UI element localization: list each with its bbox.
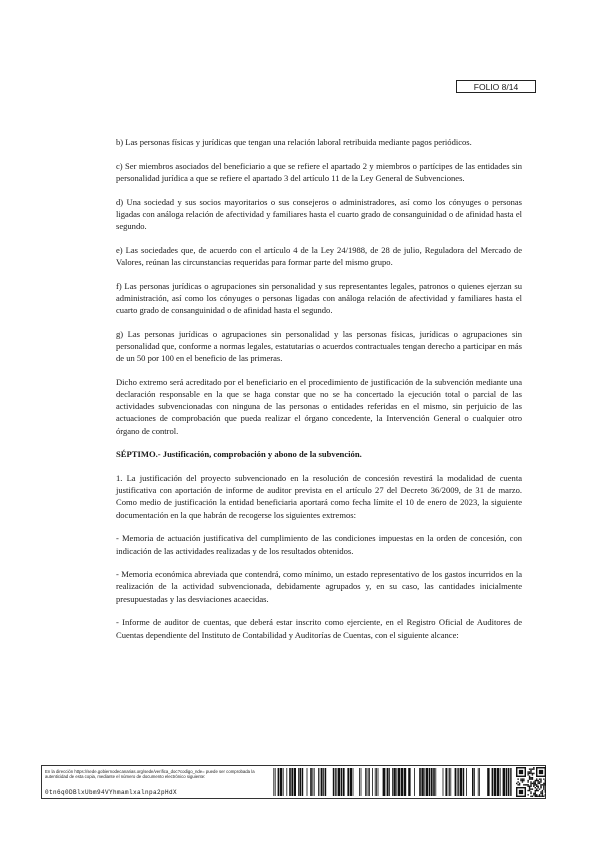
folio-box: FOLIO 8/14 [456, 80, 536, 93]
paragraph-f: f) Las personas jurídicas o agrupaciones sin personalidad y sus representantes legales, patronos o quienes ejerzan su administración, así como los cónyuges o personas ligadas con análoga relación de afectividad y familiares hasta el cuarto grado de consanguinidad o de afinidad hasta el segundo. [116, 280, 522, 316]
section-heading-septimo: SÉPTIMO.- Justificación, comprobación y abono de la subvención. [116, 449, 362, 460]
paragraph-justification: 1. La justificación del proyecto subvencionado en la resolución de concesión revestirá la modalidad de cuenta justificativa con aportación de informe de auditor prevista en el artículo 27 del Decreto 36/2009, de 31 de marzo. Como medio de justificación la entidad beneficiaria aportará como fecha límite el 10 de enero de 2023, la siguiente documentación en la que habrán de recogerse los siguientes extremos: [116, 473, 522, 520]
paragraph-memoria-actuacion: - Memoria de actuación justificativa del cumplimiento de las condiciones impuestas en la orden de concesión, con indicación de las actividades realizadas y de los resultados obtenidos. [116, 533, 522, 556]
verification-text: En la dirección https://sede.gobiernodecanarias.org/sede/verifica_doc?codigo_nde= puede ser comprobada la autenticidad de esta copia, mediante el número de documento electrónico siguiente: [45, 769, 255, 780]
paragraph-e: e) Las sociedades que, de acuerdo con el artículo 4 de la Ley 24/1988, de 28 de julio, Reguladora del Mercado de Valores, reúnan las circunstancias requeridas para formar parte del mismo grupo. [116, 244, 522, 267]
document-body [116, 136, 522, 652]
barcode-icon [272, 768, 512, 796]
paragraph-memoria-economica: - Memoria económica abreviada que contendrá, como mínimo, un estado representativo de los gastos incurridos en la realización de la actividad subvencionada, debidamente agrupados y, en su caso, las cantidades inicialmente presupuestadas y las desviaciones acaecidas. [116, 569, 522, 604]
verification-footer [41, 765, 546, 799]
paragraph-c: c) Ser miembros asociados del beneficiario a que se refiere el apartado 2 y miembros o partícipes de las entidades sin personalidad jurídica a que se refiere el apartado 3 del artículo 11 de la Ley General de Subvenciones. [116, 160, 522, 183]
document-code: 0tn6q0DBlxUbm94VYhmamlxalnpa2pHdX [45, 789, 178, 796]
paragraph-informe-auditor: - Informe de auditor de cuentas, que deberá estar inscrito como ejerciente, en el Registro Oficial de Auditores de Cuentas dependiente del Instituto de Contabilidad y Auditorías de Cuentas, con el siguiente alcance: [116, 617, 522, 640]
qr-code-icon [516, 767, 546, 797]
paragraph-b: b) Las personas físicas y jurídicas que tengan una relación laboral retribuida mediante pagos periódicos. [116, 137, 472, 147]
paragraph-g: g) Las personas jurídicas o agrupaciones sin personalidad y las personas físicas, jurídicas o agrupaciones sin personalidad que, conforme a normas legales, estatutarias o acuerdos contractuales tengan derecho a participar en más de un 50 por 100 en el beneficio de las primeras. [116, 328, 522, 364]
paragraph-declaration: Dicho extremo será acreditado por el beneficiario en el procedimiento de justificación de la subvención mediante una declaración responsable en la que se haga constar que no se ha concertado la ejecución total o parcial de las actividades subvencionadas con ninguna de las personas o entidades referidas en el mismo, sin perjuicio de las actuaciones de comprobación que pueda realizar el órgano concedente, la Intervención General o cualquier otro órgano de control. [116, 376, 522, 436]
paragraph-d: d) Una sociedad y sus socios mayoritarios o sus consejeros o administradores, así como los cónyuges o personas ligadas con análoga relación de afectividad y familiares hasta el cuarto grado de consanguinidad o de afinidad hasta el segundo. [116, 196, 522, 232]
